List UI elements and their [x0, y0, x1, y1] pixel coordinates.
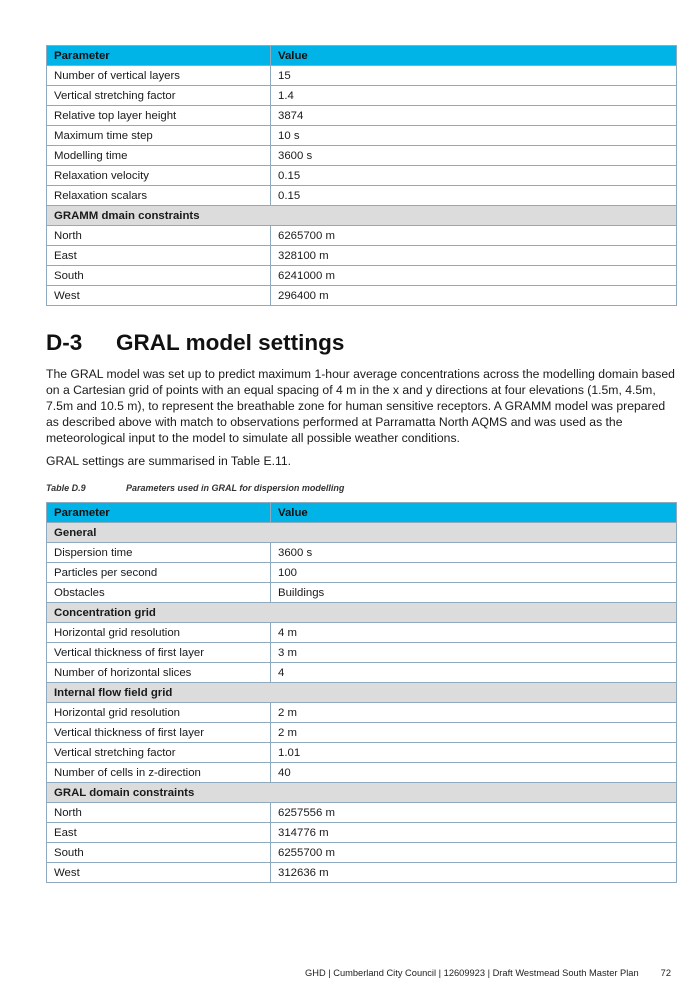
value-cell: 328100 m: [271, 246, 677, 266]
value-cell: 4 m: [271, 623, 677, 643]
table-row: [47, 763, 677, 783]
value-cell: 2 m: [271, 723, 677, 743]
parameter-cell: East: [47, 823, 271, 843]
value-cell: 2 m: [271, 703, 677, 723]
footer-text: GHD | Cumberland City Council | 12609923 | Draft Westmead South Master Plan: [305, 968, 639, 978]
column-header-value: Value: [271, 503, 677, 523]
table-header-row: [47, 503, 677, 523]
value-cell: 3 m: [271, 643, 677, 663]
section-heading: [46, 330, 344, 356]
parameter-cell: Number of cells in z-direction: [47, 763, 271, 783]
parameter-cell: Dispersion time: [47, 543, 271, 563]
parameter-cell: West: [47, 863, 271, 883]
table-row: [47, 226, 677, 246]
table-row: [47, 743, 677, 763]
value-cell: 6257556 m: [271, 803, 677, 823]
table-section-row: [47, 206, 677, 226]
parameter-cell: Number of vertical layers: [47, 66, 271, 86]
table-row: [47, 106, 677, 126]
value-cell: 3874: [271, 106, 677, 126]
parameter-cell: Horizontal grid resolution: [47, 703, 271, 723]
parameter-cell: Vertical thickness of first layer: [47, 643, 271, 663]
gral-parameters-table: [46, 502, 677, 883]
table-caption-text: Parameters used in GRAL for dispersion modelling: [126, 483, 345, 493]
table-row: [47, 166, 677, 186]
column-header-parameter: Parameter: [47, 503, 271, 523]
table-caption-number: Table D.9: [46, 483, 86, 493]
table-section-row: [47, 603, 677, 623]
parameter-cell: Modelling time: [47, 146, 271, 166]
section-number: D-3: [46, 330, 83, 355]
parameter-cell: Vertical stretching factor: [47, 743, 271, 763]
section-paragraph-1: The GRAL model was set up to predict maximum 1-hour average concentrations across the modelling domain based on a Cartesian grid of points with an equal spacing of 4 m in the x and y directions at four elevations (1.5m, 4.5m, 7.5m and 10.5 m), to represent the breathable zone for human sensitive receptors. A GRAMM model was prepared as described above with match to observations performed at Parramatta North AQMS and was used as the meteorological input to the model to simulate all possible weather conditions.: [46, 367, 675, 445]
table-row: [47, 186, 677, 206]
parameter-cell: South: [47, 266, 271, 286]
table-row: [47, 623, 677, 643]
table-row: [47, 543, 677, 563]
table-row: [47, 703, 677, 723]
table-row: [47, 266, 677, 286]
table-row: [47, 663, 677, 683]
parameter-cell: Vertical thickness of first layer: [47, 723, 271, 743]
table-section-row: [47, 683, 677, 703]
table-row: [47, 126, 677, 146]
section-paragraph-2: GRAL settings are summarised in Table E.11.: [46, 454, 291, 468]
section-label: General: [47, 523, 677, 543]
value-cell: 312636 m: [271, 863, 677, 883]
value-cell: 6265700 m: [271, 226, 677, 246]
parameter-cell: North: [47, 226, 271, 246]
table-row: [47, 246, 677, 266]
value-cell: 40: [271, 763, 677, 783]
table-row: [47, 823, 677, 843]
table-section-row: [47, 783, 677, 803]
table-row: [47, 723, 677, 743]
parameter-cell: Maximum time step: [47, 126, 271, 146]
gramm-parameters-table: [46, 45, 677, 306]
value-cell: 6255700 m: [271, 843, 677, 863]
value-cell: 0.15: [271, 186, 677, 206]
table-row: [47, 843, 677, 863]
table-row: [47, 286, 677, 306]
value-cell: 3600 s: [271, 146, 677, 166]
value-cell: 6241000 m: [271, 266, 677, 286]
value-cell: 4: [271, 663, 677, 683]
parameter-cell: Horizontal grid resolution: [47, 623, 271, 643]
table-header-row: [47, 46, 677, 66]
value-cell: 1.01: [271, 743, 677, 763]
section-label: GRAL domain constraints: [47, 783, 677, 803]
value-cell: 0.15: [271, 166, 677, 186]
parameter-cell: North: [47, 803, 271, 823]
parameter-cell: Relative top layer height: [47, 106, 271, 126]
table-row: [47, 563, 677, 583]
parameter-cell: Relaxation scalars: [47, 186, 271, 206]
table-row: [47, 863, 677, 883]
value-cell: 15: [271, 66, 677, 86]
page-number: 72: [660, 968, 671, 978]
parameter-cell: Obstacles: [47, 583, 271, 603]
section-label: GRAMM dmain constraints: [47, 206, 677, 226]
parameter-cell: Relaxation velocity: [47, 166, 271, 186]
value-cell: 296400 m: [271, 286, 677, 306]
table-row: [47, 803, 677, 823]
value-cell: 314776 m: [271, 823, 677, 843]
parameter-cell: South: [47, 843, 271, 863]
value-cell: 1.4: [271, 86, 677, 106]
value-cell: 10 s: [271, 126, 677, 146]
table-section-row: [47, 523, 677, 543]
table-caption: [46, 483, 344, 493]
value-cell: Buildings: [271, 583, 677, 603]
value-cell: 3600 s: [271, 543, 677, 563]
page-footer: [305, 968, 671, 978]
table-row: [47, 146, 677, 166]
parameter-cell: Particles per second: [47, 563, 271, 583]
section-label: Concentration grid: [47, 603, 677, 623]
parameter-cell: Number of horizontal slices: [47, 663, 271, 683]
table-row: [47, 583, 677, 603]
section-label: Internal flow field grid: [47, 683, 677, 703]
table-row: [47, 86, 677, 106]
parameter-cell: East: [47, 246, 271, 266]
column-header-value: Value: [271, 46, 677, 66]
column-header-parameter: Parameter: [47, 46, 271, 66]
table-row: [47, 66, 677, 86]
table-row: [47, 643, 677, 663]
value-cell: 100: [271, 563, 677, 583]
section-title: GRAL model settings: [116, 330, 345, 355]
parameter-cell: Vertical stretching factor: [47, 86, 271, 106]
parameter-cell: West: [47, 286, 271, 306]
